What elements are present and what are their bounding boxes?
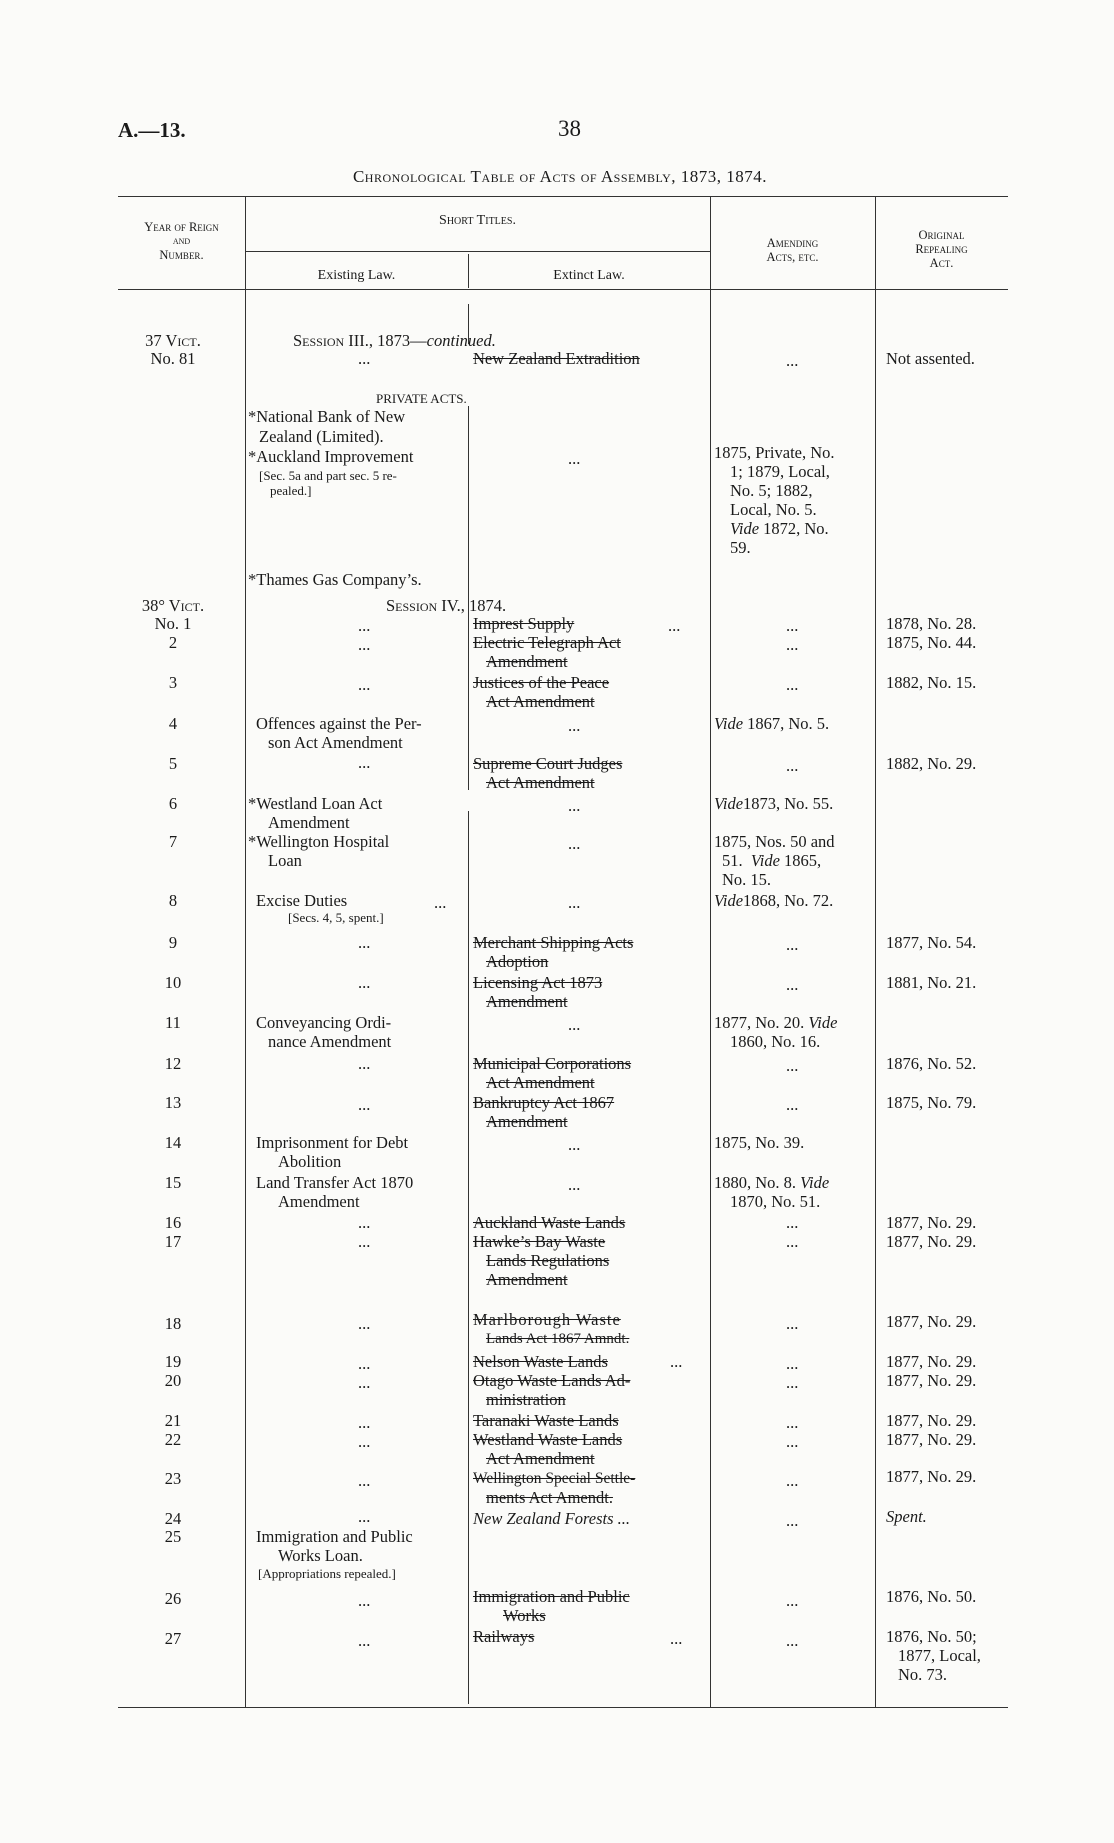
extinct-law-entry: Taranaki Waste Lands <box>473 1411 619 1430</box>
act-number: 4 <box>168 714 178 733</box>
existing-law-empty: ... <box>358 1232 371 1251</box>
amending-empty: ... <box>786 935 799 954</box>
repeal-entry: 1877, No. 29. <box>886 1467 977 1486</box>
existing-law-empty: ... <box>358 1054 371 1073</box>
page-number: 38 <box>558 116 581 141</box>
existing-law-entry: Zealand (Limited). <box>259 427 384 446</box>
short-titles-rule <box>245 251 710 252</box>
amending-entry: 1877, No. 20. Vide <box>714 1013 838 1032</box>
existing-law-empty: ... <box>358 1314 371 1333</box>
repealing-act-header: Original Repealing Act. <box>915 228 968 270</box>
existing-law-entry: Excise Duties <box>256 891 348 910</box>
existing-law-entry: Land Transfer Act 1870 <box>256 1173 414 1192</box>
existing-law-empty: ... <box>358 1507 371 1526</box>
existing-law-note: [Secs. 4, 5, spent.] <box>288 910 384 925</box>
existing-law-entry: *Wellington Hospital <box>248 832 390 851</box>
extinct-law-entry: Railways <box>473 1627 535 1646</box>
table-bottom-rule <box>118 1707 1008 1708</box>
existing-law-entry: son Act Amendment <box>268 733 403 752</box>
extinct-law-entry: Amendment <box>486 652 568 671</box>
repeal-entry: 1877, Local, <box>898 1646 981 1665</box>
repeal-entry: 1877, No. 29. <box>886 1430 977 1449</box>
amending-empty: ... <box>786 1213 799 1232</box>
act-number: 11 <box>165 1013 181 1032</box>
existing-law-empty: ... <box>358 1095 371 1114</box>
act-number: No. 1 <box>154 614 192 633</box>
amending-entry: 1875, Nos. 50 and <box>714 832 835 851</box>
extinct-law-empty: ... <box>568 796 581 815</box>
existing-law-empty: ... <box>358 1413 371 1432</box>
act-number: 23 <box>164 1469 182 1488</box>
extinct-law-entry: Amendment <box>486 1112 568 1131</box>
extinct-law-entry: Act Amendment <box>486 1073 595 1092</box>
act-number: 6 <box>168 794 178 813</box>
extinct-law-entry: Imprest Supply <box>473 614 575 633</box>
amending-empty: ... <box>786 1631 799 1650</box>
existing-law-entry: *Thames Gas Company’s. <box>248 570 422 589</box>
extinct-law-entry: Marlborough Waste <box>473 1310 621 1329</box>
act-number: 14 <box>164 1133 182 1152</box>
extinct-law-empty: ... <box>568 1135 581 1154</box>
act-number: 25 <box>164 1527 182 1546</box>
existing-law-entry: Offences against the Per- <box>256 714 422 733</box>
amending-entry: Vide 1867, No. 5. <box>714 714 830 733</box>
extinct-law-entry: ments Act Amendt. <box>486 1488 613 1507</box>
extinct-law-empty: ... <box>568 449 581 468</box>
amending-empty: ... <box>786 351 799 370</box>
amending-entry: Vide 1872, No. <box>730 519 829 538</box>
amending-entry: Local, No. 5. <box>730 500 817 519</box>
repeal-entry: No. 73. <box>898 1665 948 1684</box>
amending-entry: No. 15. <box>722 870 772 889</box>
repeal-entry: Not assented. <box>886 349 975 368</box>
repeal-entry: 1878, No. 28. <box>886 614 977 633</box>
extinct-law-entry: Amendment <box>486 1270 568 1289</box>
existing-law-entry: *Westland Loan Act <box>248 794 383 813</box>
amending-entry: 1875, No. 39. <box>714 1133 805 1152</box>
amending-empty: ... <box>786 1056 799 1075</box>
existing-law-empty: ... <box>358 933 371 952</box>
existing-law-empty: ... <box>358 349 371 368</box>
extinct-law-header: Extinct Law. <box>553 268 625 283</box>
extinct-law-entry: Hawke’s Bay Waste <box>473 1232 606 1251</box>
extinct-law-entry: Nelson Waste Lands <box>473 1352 608 1371</box>
existing-law-note: [Sec. 5a and part sec. 5 re- <box>259 468 397 483</box>
existing-law-entry: Immigration and Public <box>256 1527 413 1546</box>
act-number: No. 81 <box>150 349 196 368</box>
amending-entry: 1860, No. 16. <box>730 1032 821 1051</box>
existing-law-empty: ... <box>358 616 371 635</box>
table-title: Chronological Table of Acts of Assembly, 1873, 1874. <box>352 167 768 186</box>
amending-entry: 1; 1879, Local, <box>730 462 830 481</box>
column-divider <box>710 196 711 1707</box>
repeal-entry: 1881, No. 21. <box>886 973 977 992</box>
act-number: 12 <box>164 1054 182 1073</box>
amending-empty: ... <box>786 675 799 694</box>
act-number: 7 <box>168 832 178 851</box>
act-number: 16 <box>164 1213 182 1232</box>
extinct-law-empty: ... <box>568 1175 581 1194</box>
existing-law-empty: ... <box>358 1591 371 1610</box>
repeal-entry: 1877, No. 29. <box>886 1312 977 1331</box>
extinct-law-entry: Merchant Shipping Acts <box>473 933 634 952</box>
extinct-law-entry: Act Amendment <box>486 1449 595 1468</box>
existing-law-empty: ... <box>358 753 371 772</box>
existing-law-entry: Loan <box>268 851 302 870</box>
act-number: 9 <box>168 933 178 952</box>
session-heading: Session III., 1873—continued. <box>293 331 496 350</box>
extinct-law-entry: Adoption <box>486 952 549 971</box>
act-number: 20 <box>164 1371 182 1390</box>
amending-entry: No. 5; 1882, <box>730 481 813 500</box>
repeal-entry: 1877, No. 29. <box>886 1352 977 1371</box>
repeal-entry: 1877, No. 29. <box>886 1371 977 1390</box>
amending-empty: ... <box>786 1432 799 1451</box>
amending-entry: Vide1873, No. 55. <box>714 794 834 813</box>
extinct-law-entry: Bankruptcy Act 1867 <box>473 1093 615 1112</box>
extinct-law-entry: Licensing Act 1873 <box>473 973 603 992</box>
act-number: 10 <box>164 973 182 992</box>
repeal-entry: 1877, No. 29. <box>886 1411 977 1430</box>
repeal-entry: 1876, No. 50. <box>886 1587 977 1606</box>
amending-entry: 59. <box>730 538 751 557</box>
short-titles-header: Short Titles. <box>439 213 516 228</box>
existing-law-empty: ... <box>358 1631 371 1650</box>
existing-law-header: Existing Law. <box>317 268 396 283</box>
amending-empty: ... <box>786 1314 799 1333</box>
amending-entry: 51. Vide 1865, <box>722 851 822 870</box>
extinct-law-entry: Auckland Waste Lands <box>473 1213 626 1232</box>
amending-empty: ... <box>786 1471 799 1490</box>
act-number: 18 <box>164 1314 182 1333</box>
extinct-law-entry: Lands Act 1867 Amndt. <box>486 1331 630 1347</box>
existing-law-empty: ... <box>358 1213 371 1232</box>
act-number: 19 <box>164 1352 182 1371</box>
repeal-entry: 1876, No. 50; <box>886 1627 977 1646</box>
amending-empty: ... <box>786 1095 799 1114</box>
amending-empty: ... <box>786 635 799 654</box>
extinct-law-entry: Westland Waste Lands <box>473 1430 623 1449</box>
act-number: 3 <box>168 673 178 692</box>
existing-law-empty: ... <box>358 675 371 694</box>
act-number: 17 <box>164 1232 182 1251</box>
existing-law-note: [Appropriations repealed.] <box>258 1566 396 1581</box>
extinct-law-entry: ministration <box>486 1390 566 1409</box>
existing-law-entry: Amendment <box>268 813 350 832</box>
leader-dots: ... <box>670 1352 683 1371</box>
amending-empty: ... <box>786 1232 799 1251</box>
extinct-law-empty: ... <box>568 834 581 853</box>
amending-acts-header: Amending Acts, etc. <box>766 236 819 264</box>
extinct-law-entry: Act Amendment <box>486 692 595 711</box>
extinct-law-entry: Lands Regulations <box>486 1251 610 1270</box>
act-number: 26 <box>164 1589 182 1608</box>
existing-law-empty: ... <box>358 973 371 992</box>
amending-empty: ... <box>786 1373 799 1392</box>
existing-law-empty: ... <box>358 1432 371 1451</box>
existing-law-note: pealed.] <box>270 483 312 498</box>
existing-law-empty: ... <box>358 635 371 654</box>
extinct-law-entry: Wellington Special Settle- <box>473 1470 636 1487</box>
amending-entry: 1870, No. 51. <box>730 1192 821 1211</box>
extinct-law-entry: Justices of the Peace <box>473 673 610 692</box>
act-number: 22 <box>164 1430 182 1449</box>
existing-law-empty: ... <box>358 1354 371 1373</box>
repeal-entry: 1875, No. 44. <box>886 633 977 652</box>
session-heading: Session IV., 1874. <box>386 596 507 615</box>
act-number: 27 <box>164 1629 182 1648</box>
private-acts-heading: PRIVATE ACTS. <box>376 391 467 406</box>
amending-entry: 1875, Private, No. <box>714 443 835 462</box>
amending-empty: ... <box>786 975 799 994</box>
extinct-law-entry: Immigration and Public <box>473 1587 630 1606</box>
act-number: 21 <box>164 1411 182 1430</box>
column-divider <box>245 196 246 1707</box>
extinct-law-entry: New Zealand Forests ... <box>473 1509 631 1528</box>
existing-law-entry: Works Loan. <box>278 1546 363 1565</box>
amending-entry: Vide1868, No. 72. <box>714 891 834 910</box>
amending-empty: ... <box>786 756 799 775</box>
act-number: 8 <box>168 891 178 910</box>
extinct-law-empty: ... <box>568 893 581 912</box>
extinct-law-entry: Act Amendment <box>486 773 595 792</box>
existing-law-entry: nance Amendment <box>268 1032 392 1051</box>
existing-law-entry: Amendment <box>278 1192 360 1211</box>
extinct-law-entry: Amendment <box>486 992 568 1011</box>
amending-empty: ... <box>786 1354 799 1373</box>
repeal-entry: 1882, No. 15. <box>886 673 977 692</box>
leader-dots: ... <box>668 616 681 635</box>
amending-empty: ... <box>786 616 799 635</box>
amending-empty: ... <box>786 1511 799 1530</box>
extinct-law-entry: Supreme Court Judges <box>473 754 623 773</box>
repeal-entry: 1882, No. 29. <box>886 754 977 773</box>
repeal-entry: 1876, No. 52. <box>886 1054 977 1073</box>
repeal-entry: 1877, No. 29. <box>886 1232 977 1251</box>
extinct-law-entry: New Zealand Extradition <box>473 349 640 368</box>
leader-dots: ... <box>670 1629 683 1648</box>
existing-law-empty: ... <box>358 1471 371 1490</box>
extinct-law-empty: ... <box>568 716 581 735</box>
existing-law-entry: Conveyancing Ordi- <box>256 1013 392 1032</box>
repeal-entry: 1875, No. 79. <box>886 1093 977 1112</box>
extinct-law-entry: Municipal Corporations <box>473 1054 632 1073</box>
column-divider <box>875 196 876 1707</box>
existing-law-entry: Abolition <box>278 1152 342 1171</box>
act-number: 15 <box>164 1173 182 1192</box>
existing-law-empty: ... <box>358 1373 371 1392</box>
act-number: 24 <box>164 1509 182 1528</box>
extinct-law-entry: Otago Waste Lands Ad- <box>473 1371 631 1390</box>
existing-law-entry: *Auckland Improvement <box>248 447 414 466</box>
existing-law-entry: Imprisonment for Debt <box>256 1133 409 1152</box>
year-label: 37 Vict. <box>145 331 201 350</box>
column-divider <box>468 811 469 1704</box>
amending-empty: ... <box>786 1413 799 1432</box>
repeal-entry: 1877, No. 29. <box>886 1213 977 1232</box>
repeal-entry: 1877, No. 54. <box>886 933 977 952</box>
act-number: 2 <box>168 633 178 652</box>
acts-table <box>118 196 1008 1708</box>
page-reference: A.—13. <box>118 118 186 142</box>
amending-entry: 1880, No. 8. Vide <box>714 1173 830 1192</box>
extinct-law-empty: ... <box>568 1015 581 1034</box>
amending-empty: ... <box>786 1591 799 1610</box>
leader-dots: ... <box>434 893 447 912</box>
repeal-entry: Spent. <box>886 1507 927 1526</box>
existing-law-entry: *National Bank of New <box>248 407 406 426</box>
extinct-law-entry: Works <box>503 1606 546 1625</box>
extinct-law-entry: Electric Telegraph Act <box>473 633 621 652</box>
year-header: Year of Reign and Number. <box>144 220 219 262</box>
act-number: 5 <box>168 754 178 773</box>
year-label: 38° Vict. <box>141 596 205 615</box>
act-number: 13 <box>164 1093 182 1112</box>
